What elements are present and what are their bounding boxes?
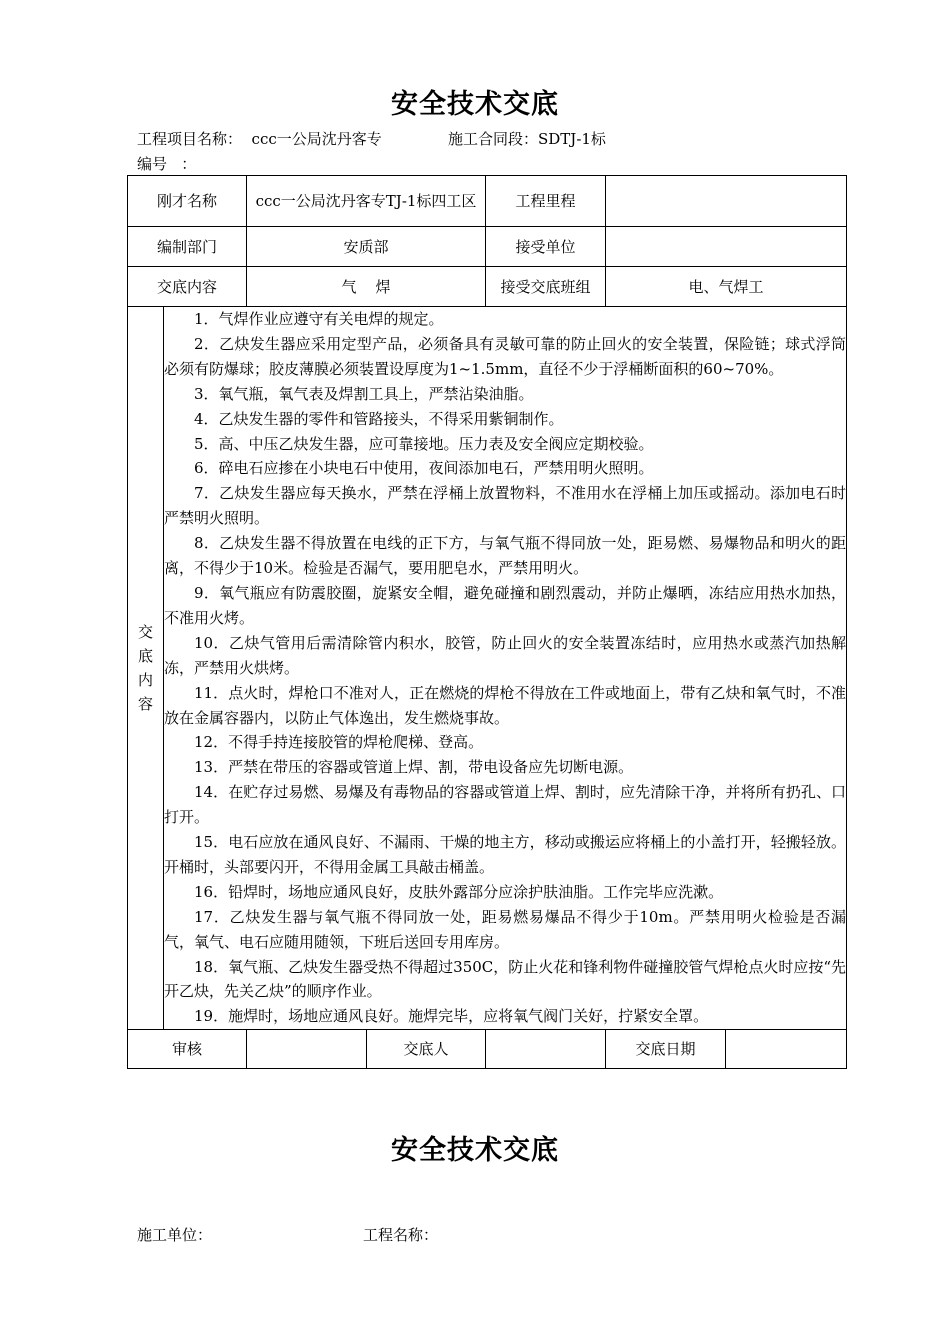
review-label: 审核 [128,1030,247,1069]
list-item: 3．氧气瓶，氧气表及焊割工具上，严禁沾染油脂。 [194,384,534,403]
list-item: 19．施焊时，场地应通风良好。施焊完毕，应将氧气阀门关好，拧紧安全罩。 [194,1007,709,1026]
project-name-label: 工程名称： [363,1226,439,1244]
list-item: 9．氧气瓶应有防震胶圈，旋紧安全帽，避免碰撞和剧烈震动，并防止爆晒，冻结应用热水加热，不准用火烤。 [164,583,847,627]
table-row [128,1030,847,1069]
list-item: 16．铅焊时，场地应通风良好，皮肤外露部分应涂护肤油脂。工作完毕应洗漱。 [194,882,724,901]
receiving-team-value: 电、气焊工 [606,267,847,307]
list-item: 5．高、中压乙炔发生器，应可靠接地。压力表及安全阀应定期校验。 [194,434,654,453]
table-row [128,176,847,227]
list-item: 8．乙炔发生器不得放置在电线的正下方，与氧气瓶不得同放一处，距易燃、易爆物品和明火的距离，不得少于10米。检验是否漏气，要用肥皂水，严禁用明火。 [164,534,847,578]
briefing-content-value: 气 焊 [247,267,486,307]
list-item: 7．乙炔发生器应每天换水，严禁在浮桶上放置物料，不准用水在浮桶上加压或摇动。添加电石时严禁明火照明。 [164,484,847,528]
issuer-value [486,1030,606,1069]
issuer-label: 交底人 [367,1030,486,1069]
content-side-label-cell [128,307,164,1030]
briefing-items-list [164,307,846,1029]
receiving-unit-label: 接受单位 [486,227,606,267]
briefing-items [164,307,847,1030]
component-name-value: ccc一公局沈丹客专TJ-1标四工区 [247,176,486,227]
list-item: 12．不得手持连接胶管的焊枪爬梯、登高。 [194,733,484,752]
list-item: 13．严禁在带压的容器或管道上焊、割，带电设备应先切断电源。 [194,758,634,777]
list-item: 4．乙炔发生器的零件和管路接头，不得采用紫铜制作。 [194,409,564,428]
list-item: 1．气焊作业应遵守有关电焊的规定。 [194,310,444,328]
document-number-line: 编号 ： [137,155,197,173]
component-name-label: 刚才名称 [128,176,247,227]
receiving-unit-value [606,227,847,267]
department-value: 安质部 [247,227,486,267]
briefing-content-label: 交底内容 [128,267,247,307]
page-title: 安全技术交底 [391,89,559,120]
list-item: 6．碎电石应掺在小块电石中使用，夜间添加电石，严禁用明火照明。 [194,459,654,478]
contract-section-line: 施工合同段：SDTJ-1标 [448,130,606,148]
content-side-label: 交底内容 [137,623,153,714]
date-label: 交底日期 [606,1030,726,1069]
list-item: 11．点火时，焊枪口不准对人，正在燃烧的焊枪不得放在工件或地面上，带有乙炔和氧气时，不准放在金属容器内，以防止气体逸出，发生燃烧事故。 [164,683,847,727]
list-item: 15．电石应放在通风良好、不漏雨、干燥的地主方，移动或搬运应将桶上的小盖打开，轻搬轻放。开桶时，头部要闪开，不得用金属工具敲击桶盖。 [164,833,847,876]
table-row [128,227,847,267]
safety-briefing-table [127,175,847,1069]
date-value [726,1030,847,1069]
receiving-team-label: 接受交底班组 [486,267,606,307]
list-item: 14．在贮存过易燃、易爆及有毒物品的容器或管道上焊、割时，应先清除干净，并将所有扔孔、口打开。 [164,783,847,827]
table-row [128,267,847,307]
list-item: 18．氧气瓶、乙炔发生器受热不得超过350C，防止火花和锋利物件碰撞胶管气焊枪点火时应按“先开乙炔，先关乙炔”的顺序作业。 [164,957,847,1001]
construction-unit-label: 施工单位： [137,1226,213,1244]
mileage-label: 工程里程 [486,176,606,227]
list-item: 17．乙炔发生器与氧气瓶不得同放一处，距易燃易爆品不得少于10m。严禁用明火检验是否漏气，氧气、电石应随用随领，下班后送回专用库房。 [164,907,847,951]
review-value [247,1030,367,1069]
project-name-line: 工程项目名称： ccc一公局沈丹客专 [137,130,382,148]
list-item: 2．乙炔发生器应采用定型产品，必须备具有灵敏可靠的防止回火的安全装置，保险链；球式浮筒必须有防爆球；胶皮薄膜必须装置设厚度为1~1.5mm，直径不少于浮桶断面积的60~70%。 [164,334,847,378]
mileage-value [606,176,847,227]
list-item: 10．乙炔气管用后需清除管内积水，胶管，防止回火的安全装置冻结时，应用热水或蒸汽加热解冻，严禁用火烘烤。 [164,633,847,677]
department-label: 编制部门 [128,227,247,267]
table-row [128,307,847,1030]
second-page-title: 安全技术交底 [391,1135,559,1166]
